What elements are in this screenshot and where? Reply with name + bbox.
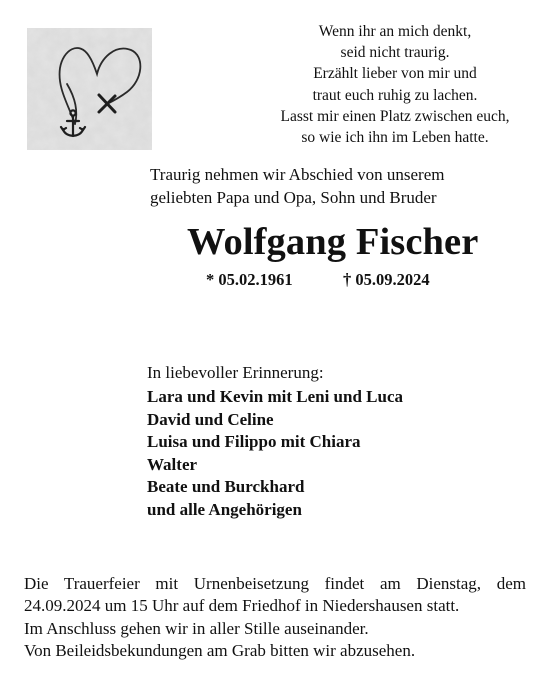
intro-text bbox=[150, 163, 444, 209]
deceased-name: Wolfgang Fischer bbox=[187, 221, 479, 263]
mourner-entry: und alle Angehörigen bbox=[147, 499, 302, 519]
poem-line: Lasst mir einen Platz zwischen euch, bbox=[280, 107, 510, 125]
notice-line: Von Beileidsbekundungen am Grab bitten wir abzusehen. bbox=[24, 641, 416, 661]
mourners-list bbox=[147, 386, 403, 522]
poem-line: seid nicht traurig. bbox=[340, 44, 450, 62]
poem bbox=[250, 21, 540, 148]
mourner-entry: Lara und Kevin mit Leni und Luca bbox=[147, 387, 404, 406]
intro-line: geliebten Papa und Opa, Sohn und Bruder bbox=[150, 188, 437, 207]
memory-label: In liebevoller Erinnerung: bbox=[147, 363, 324, 382]
notice-line: Die Trauerfeier mit Urnenbeisetzung findet am Dienstag, dem bbox=[24, 574, 526, 593]
notice-line: 24.09.2024 um 15 Uhr auf dem Friedhof in Niedershausen statt. bbox=[24, 596, 460, 616]
mourner-entry: Luisa und Filippo mit Chiara bbox=[147, 432, 361, 452]
funeral-notice bbox=[24, 573, 526, 663]
poem-line: traut euch ruhig zu lachen. bbox=[312, 86, 478, 104]
mourner-entry: Beate und Burckhard bbox=[147, 477, 305, 497]
intro-line: Traurig nehmen wir Abschied von unserem bbox=[150, 165, 445, 184]
poem-line: so wie ich ihn im Leben hatte. bbox=[301, 129, 489, 147]
notice-line: Im Anschluss gehen wir in aller Stille auseinander. bbox=[24, 618, 369, 638]
death-date: † 05.09.2024 bbox=[343, 270, 430, 289]
poem-line: Wenn ihr an mich denkt, bbox=[318, 23, 472, 40]
heart-anchor-cross-image bbox=[27, 28, 152, 150]
poem-line: Erzählt lieber von mir und bbox=[313, 65, 477, 83]
birth-date: * 05.02.1961 bbox=[206, 270, 293, 289]
mourner-entry: David und Celine bbox=[147, 409, 274, 429]
mourner-entry: Walter bbox=[147, 454, 198, 474]
